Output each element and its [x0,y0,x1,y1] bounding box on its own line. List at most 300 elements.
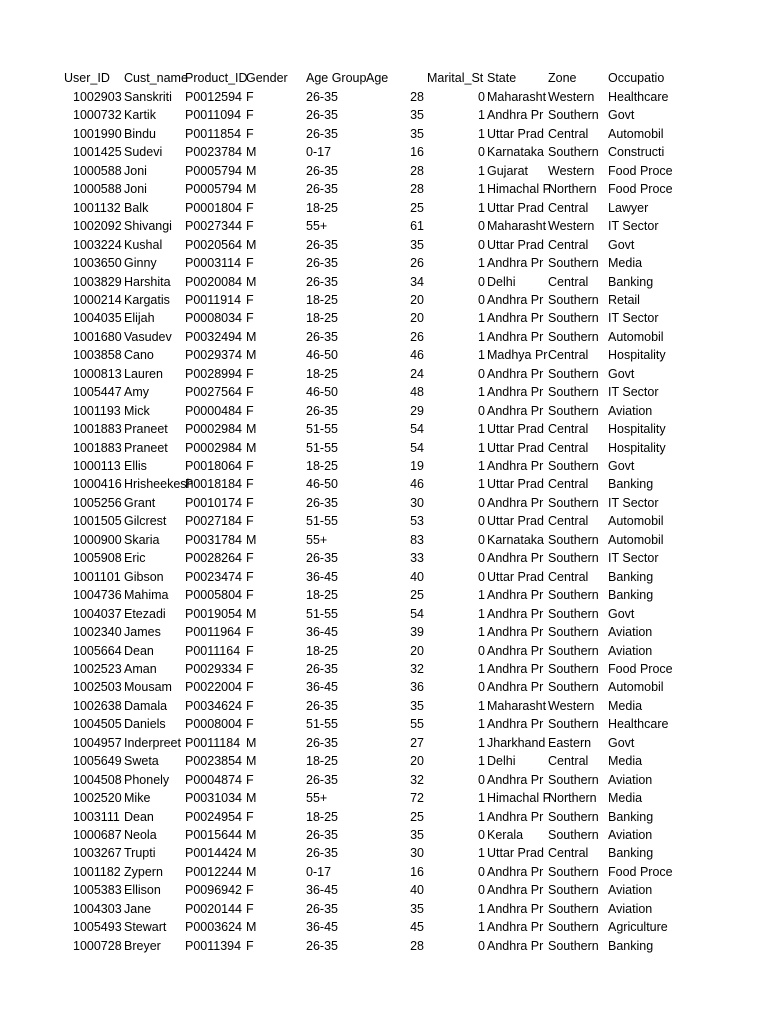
cell-age: 35 [410,126,424,141]
cell-gender: F [246,514,254,529]
cell-user-id: 1003650 [73,256,122,271]
cell-zone: Southern [548,772,599,787]
cell-age-group: 26-35 [306,237,338,252]
table-row [0,180,768,198]
cell-product-id: P0020564 [185,237,243,252]
cell-zone: Southern [548,495,599,510]
cell-state: Gujarat [487,163,528,178]
cell-cust-name: Hrisheekesh [124,477,194,492]
cell-user-id: 1003829 [73,274,122,289]
cell-marital-status: 0 [478,864,485,879]
cell-gender: M [246,274,257,289]
cell-age: 20 [410,311,424,326]
cell-age-group: 55+ [306,219,328,234]
table-row [0,402,768,420]
cell-marital-status: 1 [478,625,485,640]
cell-state: Kerala [487,828,524,842]
table-row [0,475,768,493]
cell-zone: Central [548,514,589,529]
cell-product-id: P0011164 [185,643,241,658]
cell-product-id: P0018064 [185,459,243,473]
cell-age-group: 55+ [306,532,328,547]
cell-product-id: P0032494 [185,329,243,344]
cell-marital-status: 1 [478,846,485,861]
table-row [0,106,768,124]
cell-age: 20 [410,292,424,307]
cell-gender: F [246,403,254,418]
cell-age-group: 26-35 [306,90,338,104]
cell-gender: F [246,459,254,473]
cell-age: 16 [410,864,424,879]
cell-marital-status: 1 [478,108,485,123]
cell-product-id: P0005794 [185,182,243,197]
cell-state: Uttar Prad [487,514,544,529]
cell-product-id: P0011184 [185,735,241,750]
table-row [0,439,768,457]
cell-zone: Southern [548,532,599,547]
cell-user-id: 1000687 [73,828,122,842]
table-row [0,309,768,327]
cell-state: Delhi [487,754,516,769]
cell-occupation: Healthcare [608,717,669,732]
cell-product-id: P0019054 [185,606,243,621]
header-cell-cust-name: Cust_name [124,71,188,85]
cell-state: Andhra Pr [487,588,544,603]
cell-cust-name: Ellis [124,459,147,473]
cell-cust-name: Mick [124,403,150,418]
cell-user-id: 1003858 [73,348,122,363]
table-row [0,715,768,733]
cell-gender: F [246,219,254,234]
cell-age-group: 36-45 [306,680,338,695]
cell-zone: Southern [548,551,599,566]
cell-product-id: P0012594 [185,90,243,104]
cell-cust-name: Lauren [124,366,163,381]
cell-product-id: P0028264 [185,551,243,566]
cell-age: 46 [410,348,424,363]
cell-user-id: 1001680 [73,329,122,344]
cell-user-id: 1005447 [73,385,122,400]
cell-cust-name: Vasudev [124,329,172,344]
cell-product-id: P0028994 [185,366,243,381]
cell-cust-name: Shivangi [124,219,172,234]
cell-user-id: 1002638 [73,698,122,713]
table-row [0,937,768,955]
cell-user-id: 1004736 [73,588,122,603]
cell-gender: F [246,883,254,898]
cell-marital-status: 0 [478,237,485,252]
cell-zone: Southern [548,588,599,603]
cell-gender: F [246,551,254,566]
cell-gender: F [246,901,254,916]
cell-state: Uttar Prad [487,477,544,492]
cell-state: Andhra Pr [487,495,544,510]
cell-occupation: Constructi [608,145,665,160]
cell-marital-status: 1 [478,698,485,713]
cell-occupation: Aviation [608,772,653,787]
cell-marital-status: 0 [478,680,485,695]
cell-occupation: Food Proce [608,182,673,197]
cell-zone: Northern [548,791,597,806]
cell-cust-name: Neola [124,828,157,842]
cell-occupation: Aviation [608,625,653,640]
cell-product-id: P0023854 [185,754,243,769]
cell-zone: Western [548,219,595,234]
cell-state: Andhra Pr [487,403,544,418]
cell-age: 40 [410,569,424,584]
cell-product-id: P0031034 [185,791,243,806]
cell-cust-name: Cano [124,348,154,363]
cell-product-id: P0011914 [185,292,242,307]
cell-age-group: 26-35 [306,735,338,750]
table-row [0,863,768,881]
cell-cust-name: Etezadi [124,606,166,621]
cell-zone: Central [548,440,589,455]
header-cell-marital-status: Marital_St [427,71,484,85]
cell-occupation: Food Proce [608,661,673,676]
cell-occupation: Hospitality [608,422,666,437]
cell-state: Andhra Pr [487,643,544,658]
cell-zone: Southern [548,459,599,473]
cell-age: 20 [410,643,424,658]
cell-product-id: P0010174 [185,495,243,510]
cell-age: 30 [410,846,424,861]
cell-occupation: IT Sector [608,311,659,326]
cell-user-id: 1001883 [73,440,122,455]
cell-age: 36 [410,680,424,695]
cell-zone: Western [548,698,595,713]
cell-age: 53 [410,514,424,529]
cell-occupation: Hospitality [608,348,666,363]
cell-age-group: 26-35 [306,938,338,953]
cell-product-id: P0023474 [185,569,243,584]
cell-gender: F [246,200,254,215]
cell-age-group: 26-35 [306,126,338,141]
cell-state: Andhra Pr [487,625,544,640]
table-row [0,586,768,604]
cell-cust-name: Phonely [124,772,170,787]
cell-marital-status: 0 [478,90,485,104]
cell-occupation: Automobil [608,532,664,547]
cell-user-id: 1004505 [73,717,122,732]
cell-cust-name: Gibson [124,569,164,584]
cell-cust-name: Kartik [124,108,156,123]
cell-marital-status: 0 [478,938,485,953]
cell-user-id: 1005383 [73,883,122,898]
cell-occupation: Automobil [608,514,664,529]
cell-age-group: 0-17 [306,145,332,160]
cell-age-group: 26-35 [306,182,338,197]
cell-state: Andhra Pr [487,459,544,473]
cell-zone: Central [548,422,589,437]
cell-gender: F [246,625,254,640]
cell-occupation: Banking [608,809,654,824]
cell-product-id: P0003624 [185,920,243,935]
cell-marital-status: 1 [478,588,485,603]
cell-age-group: 51-55 [306,717,338,732]
cell-product-id: P0005794 [185,163,243,178]
table-row [0,143,768,161]
cell-occupation: Media [608,754,643,769]
cell-zone: Central [548,237,589,252]
cell-user-id: 1005649 [73,754,122,769]
cell-age-group: 18-25 [306,200,338,215]
cell-gender: M [246,145,257,160]
cell-state: Himachal P [487,182,551,197]
cell-cust-name: Joni [124,163,147,178]
cell-zone: Central [548,126,589,141]
cell-age-group: 26-35 [306,403,338,418]
cell-age-group: 26-35 [306,661,338,676]
cell-age: 39 [410,625,424,640]
cell-state: Uttar Prad [487,126,544,141]
cell-occupation: Aviation [608,643,653,658]
table-row [0,605,768,623]
cell-state: Andhra Pr [487,329,544,344]
cell-gender: M [246,329,257,344]
table-row [0,734,768,752]
cell-marital-status: 1 [478,606,485,621]
cell-product-id: P0027564 [185,385,243,400]
cell-gender: M [246,237,257,252]
cell-marital-status: 0 [478,366,485,381]
cell-age: 24 [410,366,424,381]
cell-zone: Central [548,846,589,861]
cell-marital-status: 0 [478,145,485,160]
cell-state: Himachal P [487,791,551,806]
cell-gender: F [246,256,254,271]
cell-gender: F [246,588,254,603]
cell-gender: F [246,569,254,584]
cell-age-group: 55+ [306,791,328,806]
cell-age-group: 26-35 [306,901,338,916]
cell-state: Uttar Prad [487,237,544,252]
cell-marital-status: 1 [478,200,485,215]
cell-zone: Southern [548,256,599,271]
cell-zone: Central [548,477,589,492]
cell-product-id: P0011394 [185,938,242,953]
cell-age-group: 18-25 [306,311,338,326]
cell-age-group: 51-55 [306,440,338,455]
cell-marital-status: 1 [478,754,485,769]
cell-gender: F [246,126,254,141]
cell-user-id: 1001990 [73,126,122,141]
table-row [0,383,768,401]
header-row [0,69,768,87]
cell-age-group: 18-25 [306,459,338,473]
cell-occupation: IT Sector [608,219,659,234]
cell-age-group: 51-55 [306,422,338,437]
cell-age: 28 [410,182,424,197]
cell-product-id: P0011964 [185,625,242,640]
cell-user-id: 1000728 [73,938,122,953]
cell-user-id: 1005493 [73,920,122,935]
table-row [0,346,768,364]
cell-gender: F [246,680,254,695]
cell-marital-status: 1 [478,348,485,363]
cell-user-id: 1000588 [73,163,122,178]
cell-occupation: Retail [608,292,640,307]
cell-age: 26 [410,329,424,344]
cell-gender: F [246,292,254,307]
cell-age: 19 [410,459,424,473]
cell-user-id: 1003267 [73,846,122,861]
cell-occupation: Banking [608,846,654,861]
table-row [0,328,768,346]
cell-cust-name: Breyer [124,938,161,953]
cell-cust-name: Elijah [124,311,155,326]
cell-product-id: P0034624 [185,698,243,713]
cell-marital-status: 0 [478,828,485,842]
cell-state: Maharasht [487,698,547,713]
cell-occupation: Automobil [608,126,664,141]
cell-user-id: 1001193 [73,403,121,418]
cell-user-id: 1004508 [73,772,122,787]
cell-state: Maharasht [487,219,547,234]
cell-age: 35 [410,828,424,842]
table-row [0,420,768,438]
cell-gender: M [246,532,257,547]
cell-zone: Southern [548,809,599,824]
cell-product-id: P0024954 [185,809,243,824]
cell-age-group: 18-25 [306,643,338,658]
cell-cust-name: Kargatis [124,292,170,307]
table-row [0,623,768,641]
table-row [0,199,768,217]
cell-gender: F [246,661,254,676]
cell-state: Andhra Pr [487,809,544,824]
table-row [0,697,768,715]
cell-cust-name: Joni [124,182,147,197]
cell-age: 54 [410,440,424,455]
cell-gender: M [246,735,257,750]
cell-marital-status: 1 [478,182,485,197]
cell-user-id: 1002340 [73,625,122,640]
table-row [0,457,768,475]
cell-marital-status: 0 [478,532,485,547]
cell-age-group: 26-35 [306,329,338,344]
cell-cust-name: Harshita [124,274,171,289]
table-row [0,291,768,309]
cell-state: Uttar Prad [487,440,544,455]
cell-state: Jharkhand [487,735,546,750]
cell-cust-name: Sweta [124,754,159,769]
table-row [0,660,768,678]
cell-state: Andhra Pr [487,606,544,621]
table-row [0,752,768,770]
cell-age: 25 [410,809,424,824]
cell-age-group: 18-25 [306,809,338,824]
cell-zone: Southern [548,920,599,935]
cell-age-group: 18-25 [306,292,338,307]
cell-cust-name: Trupti [124,846,156,861]
cell-age-group: 26-35 [306,698,338,713]
cell-zone: Southern [548,385,599,400]
cell-state: Uttar Prad [487,569,544,584]
cell-occupation: Govt [608,606,635,621]
cell-marital-status: 0 [478,495,485,510]
table-row [0,162,768,180]
cell-gender: F [246,938,254,953]
cell-marital-status: 0 [478,514,485,529]
table-row [0,918,768,936]
table-row [0,844,768,862]
cell-user-id: 1000113 [73,459,121,473]
cell-occupation: Govt [608,237,635,252]
cell-user-id: 1002903 [73,90,122,104]
cell-occupation: Aviation [608,403,653,418]
cell-gender: F [246,385,254,400]
cell-product-id: P0020144 [185,901,243,916]
cell-product-id: P0001804 [185,200,243,215]
table-row [0,808,768,826]
cell-occupation: Media [608,698,643,713]
cell-marital-status: 1 [478,329,485,344]
cell-gender: F [246,772,254,787]
cell-zone: Southern [548,329,599,344]
cell-state: Andhra Pr [487,901,544,916]
cell-marital-status: 0 [478,274,485,289]
cell-zone: Southern [548,403,599,418]
cell-user-id: 1004035 [73,311,122,326]
cell-gender: M [246,828,257,842]
cell-state: Andhra Pr [487,385,544,400]
cell-marital-status: 1 [478,422,485,437]
cell-marital-status: 1 [478,717,485,732]
cell-age: 35 [410,108,424,123]
cell-zone: Eastern [548,735,592,750]
cell-cust-name: Mike [124,791,151,806]
cell-product-id: P0027184 [185,514,243,529]
cell-age: 28 [410,163,424,178]
table-row [0,549,768,567]
cell-cust-name: Ginny [124,256,157,271]
cell-gender: F [246,809,254,824]
cell-gender: M [246,754,257,769]
cell-age: 27 [410,735,424,750]
cell-state: Andhra Pr [487,108,544,123]
table-row [0,642,768,660]
header-cell-product-id: Product_ID [185,71,248,85]
cell-marital-status: 1 [478,311,485,326]
cell-occupation: Banking [608,588,654,603]
header-cell-zone: Zone [548,71,577,85]
header-cell-gender: Gender [246,71,288,85]
cell-age: 48 [410,385,424,400]
cell-user-id: 1001505 [73,514,122,529]
cell-gender: F [246,90,254,104]
cell-age: 26 [410,256,424,271]
cell-marital-status: 1 [478,477,485,492]
cell-product-id: P0003114 [185,256,242,271]
cell-age-group: 0-17 [306,864,332,879]
cell-age-group: 26-35 [306,274,338,289]
cell-user-id: 1001182 [73,864,121,879]
cell-zone: Central [548,569,589,584]
cell-user-id: 1002523 [73,661,122,676]
cell-user-id: 1002092 [73,219,122,234]
cell-zone: Southern [548,643,599,658]
cell-marital-status: 1 [478,809,485,824]
header-cell-state: State [487,71,517,85]
cell-age: 34 [410,274,424,289]
cell-age-group: 36-45 [306,920,338,935]
cell-product-id: P0014424 [185,846,243,861]
cell-occupation: Healthcare [608,90,669,104]
header-cell-age: Age [366,71,389,85]
cell-cust-name: Mahima [124,588,169,603]
cell-zone: Southern [548,292,599,307]
